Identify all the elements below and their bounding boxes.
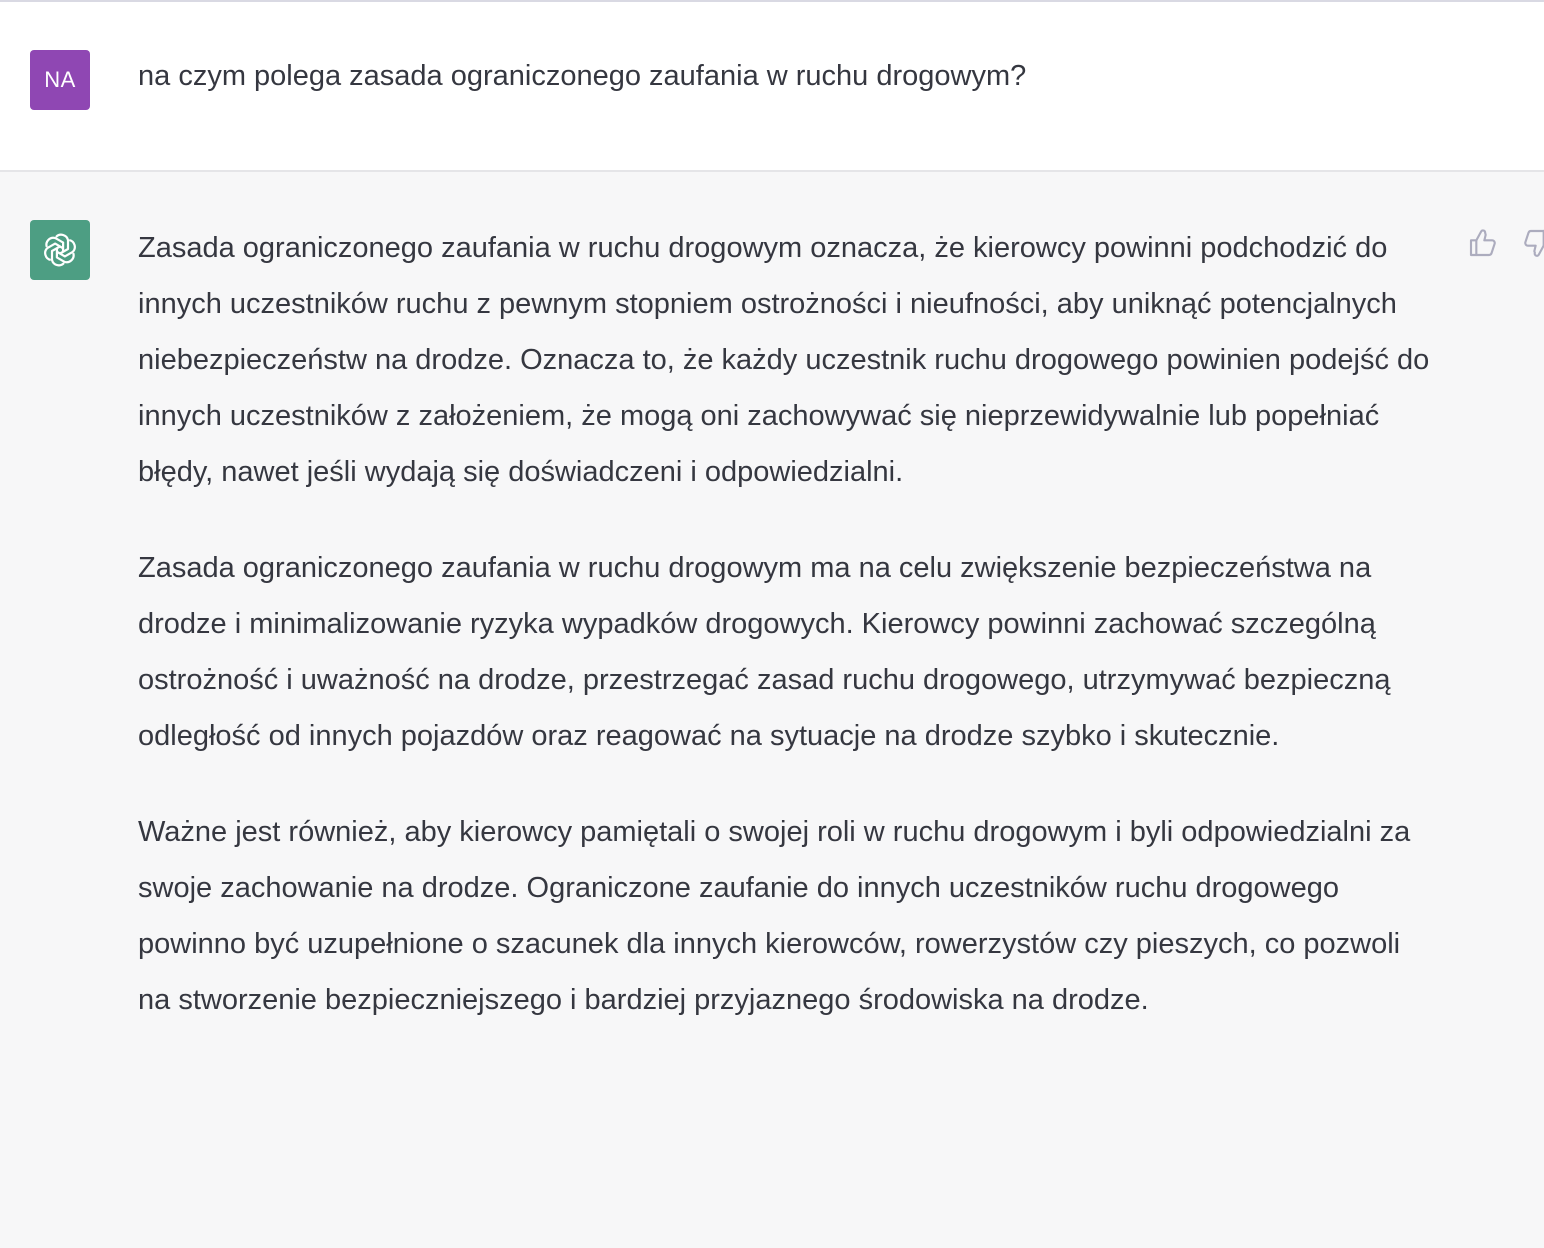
user-message-text: na czym polega zasada ograniczonego zaufania w ruchu drogowym?: [138, 60, 1027, 92]
thumbs-down-icon: [1521, 227, 1544, 259]
openai-logo-icon: [39, 229, 81, 271]
thumbs-up-icon: [1467, 227, 1499, 259]
answer-paragraph-1: Zasada ograniczonego zaufania w ruchu drogowym oznacza, że kierowcy powinni podchodzić do innych uczestników ruchu z pewnym stopniem ostrożności i nieufności, aby uniknąć potencjalnych niebezpieczeństw na drodze. Oznacza to, że każdy uczestnik ruchu drogowego powinien podejść do innych uczestników z założeniem, że mogą oni zachowywać się nieprzewidywalnie lub popełniać błędy, nawet jeśli wydają się doświadczeni i odpowiedzialni.: [138, 232, 1430, 488]
answer-paragraph-2: Zasada ograniczonego zaufania w ruchu drogowym ma na celu zwiększenie bezpieczeństwa na drodze i minimalizowanie ryzyka wypadków drogowych. Kierowcy powinni zachować szczególną ostrożność i uważność na drodze, przestrzegać zasad ruchu drogowego, utrzymywać bezpieczną odległość od innych pojazdów oraz reagować na sytuacje na drodze szybko i skutecznie.: [138, 552, 1391, 752]
assistant-message-text: [138, 220, 1438, 1068]
assistant-avatar: [30, 220, 90, 280]
user-avatar: NA: [30, 50, 90, 110]
thumbs-up-button[interactable]: [1466, 226, 1500, 260]
assistant-message-row: [0, 172, 1544, 1248]
user-message-row: [0, 2, 1544, 172]
answer-paragraph-3: Ważne jest również, aby kierowcy pamiętali o swojej roli w ruchu drogowym i byli odpowiedzialni za swoje zachowanie na drodze. Ograniczone zaufanie do innych uczestników ruchu drogowego powinno być uzupełnione o szacunek dla innych kierowców, rowerzystów czy pieszych, co pozwoli na stworzenie bezpieczniejszego i bardziej przyjaznego środowiska na drodze.: [138, 816, 1411, 1016]
thumbs-down-button[interactable]: [1520, 226, 1544, 260]
